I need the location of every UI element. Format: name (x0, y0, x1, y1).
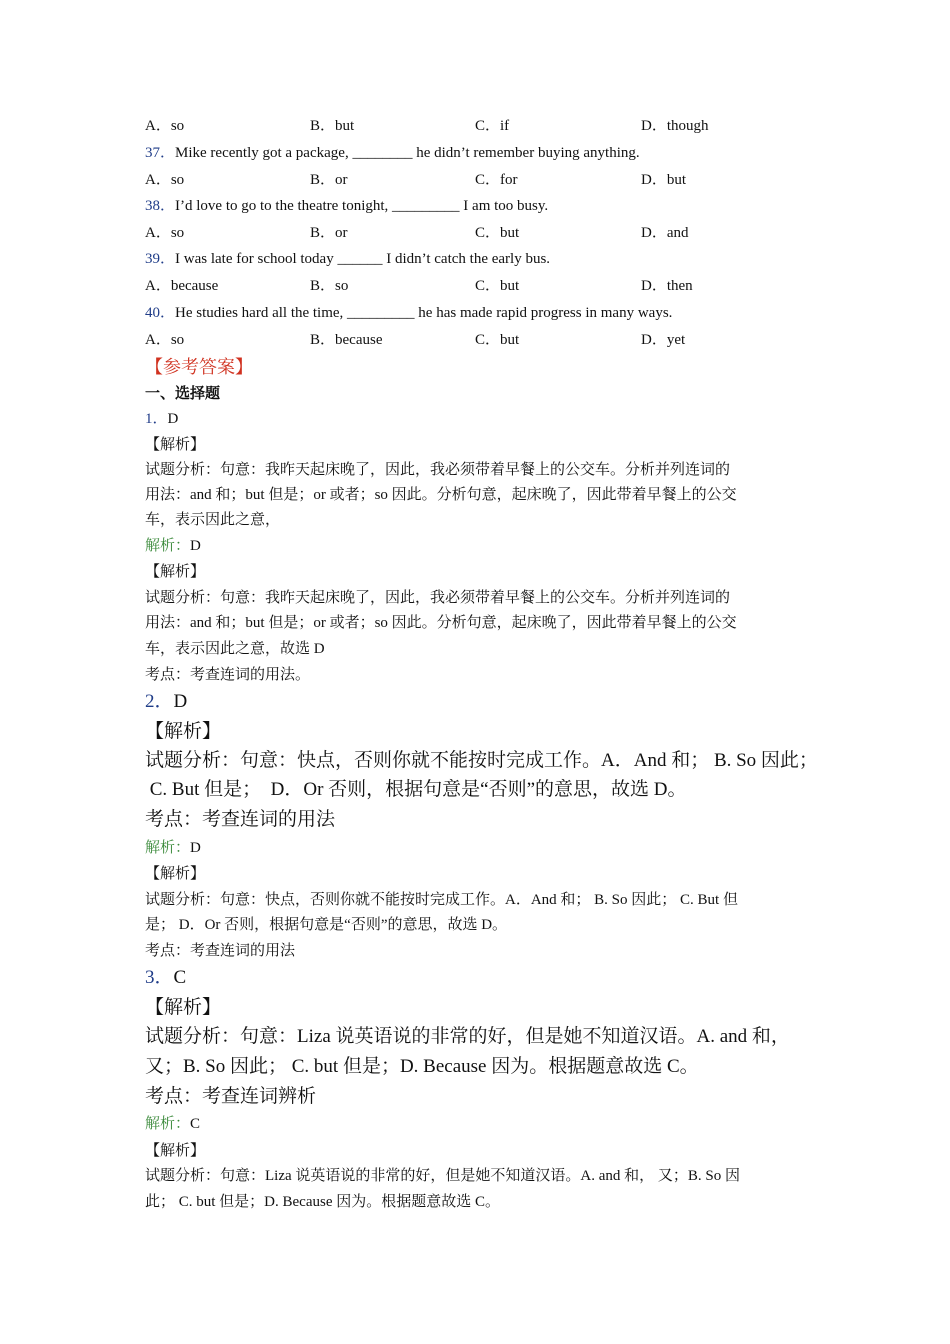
analysis-answer (145, 838, 201, 858)
analysis-line: 试题分析：句意：快点，否则你就不能按时完成工作。A．And 和； B. So 因此； C. But 但 (145, 892, 738, 908)
kaodian: 考点：考查连词的用法。 (145, 667, 311, 683)
analysis-answer-letter: D (190, 840, 201, 856)
q40-option-d: D．yet (641, 332, 686, 348)
answer-1 (145, 409, 178, 429)
kaodian: 考点：考查连词的用法 (145, 943, 296, 959)
q36-option-a: A．so (145, 118, 185, 134)
analysis-answer (145, 1114, 200, 1134)
analysis-answer (145, 536, 201, 556)
answer-letter: D (173, 691, 188, 712)
answer-letter: D (167, 411, 179, 427)
section-title: 一、选择题 (145, 386, 221, 402)
q37-option-a: A．so (145, 172, 185, 188)
q38-option-d: D．and (641, 225, 689, 241)
q39-option-b: B．so (310, 278, 349, 294)
q40-option-a: A．so (145, 332, 185, 348)
q40-stem (145, 303, 672, 323)
analysis-line: 试题分析：句意：我昨天起床晚了，因此，我必须带着早餐上的公交车。分析并列连词的 (145, 590, 731, 606)
q39-stem (145, 249, 550, 269)
analysis-line: 试题分析：句意：快点，否则你就不能按时完成工作。A．And 和； B. So 因此； (145, 750, 818, 771)
analysis-line: 试题分析：句意：Liza 说英语说的非常的好，但是她不知道汉语。A. and 和， 又；B. So 因 (145, 1168, 740, 1184)
question-text: I was late for school today ______ I didn’t catch the early bus. (175, 251, 551, 267)
analysis-header: 【解析】 (145, 1143, 206, 1159)
q37-stem (145, 143, 640, 163)
question-text: He studies hard all the time, _________ he has made rapid progress in many ways. (175, 305, 673, 321)
q36-option-c: C．if (475, 118, 510, 134)
answer-letter: C (173, 967, 187, 988)
question-number: 39． (145, 251, 176, 267)
analysis-line: 用法：and 和；but 但是；or 或者；so 因此。分析句意，起床晚了，因此带着早餐上的公交 (145, 487, 737, 503)
analysis-line: 试题分析：句意：Liza 说英语说的非常的好，但是她不知道汉语。A. and 和， (145, 1026, 790, 1047)
analysis-line: 用法：and 和；but 但是；or 或者；so 因此。分析句意，起床晚了，因此带着早餐上的公交 (145, 615, 737, 631)
analysis-line: 车，表示因此之意，故选 D (145, 641, 325, 657)
q39-option-c: C．but (475, 278, 520, 294)
question-text: I’d love to go to the theatre tonight, _________ I am too busy. (175, 198, 549, 214)
analysis-header: 【解析】 (145, 997, 222, 1018)
question-number: 37． (145, 145, 176, 161)
question-number: 40． (145, 305, 176, 321)
q38-option-a: A．so (145, 225, 185, 241)
analysis-header: 【解析】 (145, 721, 222, 742)
kaodian: 考点：考查连词的用法 (145, 809, 336, 830)
analysis-header: 【解析】 (145, 564, 206, 580)
q40-option-c: C．but (475, 332, 520, 348)
answer-number: 2． (145, 691, 174, 712)
answer-2 (145, 689, 187, 715)
q40-option-b: B．because (310, 332, 383, 348)
analysis-header: 【解析】 (145, 866, 206, 882)
analysis-line: 又；B. So 因此； C. but 但是；D. Because 因为。根据题意故选 C。 (145, 1056, 699, 1077)
answer-number: 3． (145, 967, 174, 988)
analysis-label: 解析： (145, 538, 191, 554)
answer-number: 1． (145, 411, 168, 427)
analysis-line: C. But 但是； D．Or 否则，根据句意是“否则”的意思，故选 D。 (145, 779, 687, 800)
q39-option-d: D．then (641, 278, 693, 294)
question-number: 38． (145, 198, 176, 214)
q36-option-b: B．but (310, 118, 355, 134)
q37-option-b: B．or (310, 172, 348, 188)
analysis-answer-letter: C (190, 1116, 201, 1132)
analysis-header: 【解析】 (145, 437, 206, 453)
analysis-line: 车，表示因此之意， (145, 512, 281, 528)
q38-option-b: B．or (310, 225, 348, 241)
analysis-line: 是； D．Or 否则，根据句意是“否则”的意思，故选 D。 (145, 917, 508, 933)
answer-3 (145, 965, 186, 991)
kaodian: 考点：考查连词辨析 (145, 1086, 317, 1107)
answers-title: 【参考答案】 (145, 357, 253, 377)
q39-option-a: A．because (145, 278, 219, 294)
analysis-line: 此； C. but 但是；D. Because 因为。根据题意故选 C。 (145, 1194, 500, 1210)
q38-stem (145, 196, 548, 216)
q37-option-d: D．but (641, 172, 687, 188)
analysis-answer-letter: D (190, 538, 201, 554)
analysis-line: 试题分析：句意：我昨天起床晚了，因此，我必须带着早餐上的公交车。分析并列连词的 (145, 462, 731, 478)
q37-option-c: C．for (475, 172, 518, 188)
analysis-label: 解析： (145, 1116, 191, 1132)
analysis-label: 解析： (145, 840, 191, 856)
question-text: Mike recently got a package, ________ he didn’t remember buying anything. (175, 145, 640, 161)
q36-option-d: D．though (641, 118, 709, 134)
q38-option-c: C．but (475, 225, 520, 241)
